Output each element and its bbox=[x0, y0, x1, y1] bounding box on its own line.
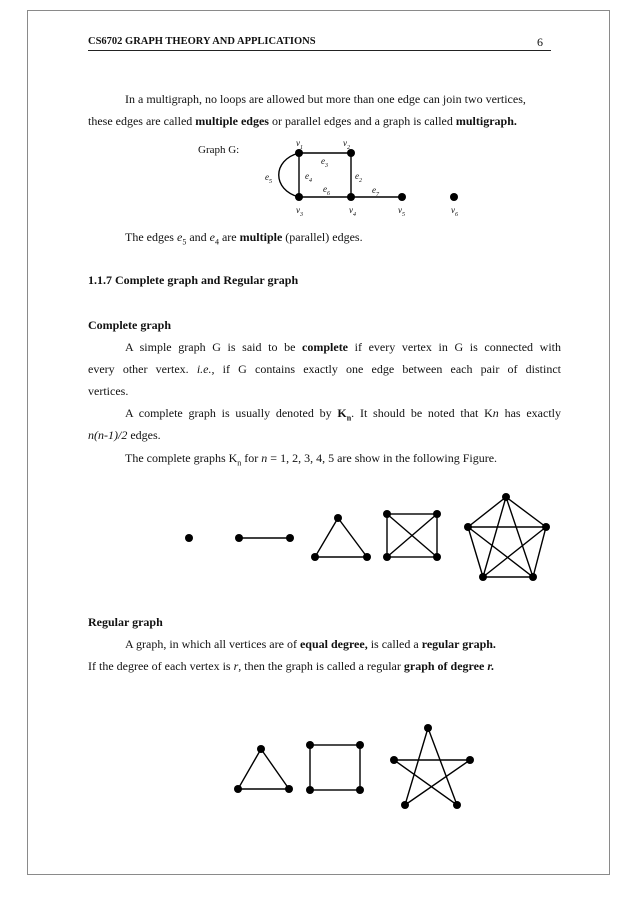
label-e2: $e_2$ bbox=[355, 171, 362, 184]
regular-square-vertex bbox=[356, 786, 364, 794]
multiple-edges-note: The edges $e_5$ and $e_4$ are multiple (parallel) edges. bbox=[125, 230, 363, 247]
regular-square-vertex bbox=[356, 741, 364, 749]
complete-graph-heading: Complete graph bbox=[88, 318, 171, 332]
complete-p2-line2: n(n-1)/2 edges. bbox=[88, 428, 161, 442]
regular-triangle-vertex bbox=[234, 785, 242, 793]
label-v4: $v_4$ bbox=[349, 205, 356, 218]
regular-star-vertex bbox=[466, 756, 474, 764]
regular-square bbox=[310, 745, 360, 790]
label-v3: $v_3$ bbox=[296, 205, 303, 218]
regular-p2: If the degree of each vertex is r, then the graph is called a regular graph of degree r. bbox=[88, 659, 495, 673]
regular-star-vertex bbox=[401, 801, 409, 809]
label-v2: $v_2$ bbox=[343, 138, 350, 151]
regular-star-vertex bbox=[424, 724, 432, 732]
regular-triangle bbox=[238, 749, 289, 789]
graph-g-label: Graph G: bbox=[198, 144, 240, 156]
label-e5: $e_5$ bbox=[265, 172, 272, 185]
regular-square-vertex bbox=[306, 741, 314, 749]
label-e3: $e_3$ bbox=[321, 156, 328, 169]
label-v5: $v_5$ bbox=[398, 205, 405, 218]
regular-triangle-vertex bbox=[257, 745, 265, 753]
section-heading: 1.1.7 Complete graph and Regular graph bbox=[88, 273, 299, 287]
label-e4: $e_4$ bbox=[305, 171, 312, 184]
label-e6: $e_6$ bbox=[323, 184, 330, 197]
page-number: 6 bbox=[537, 35, 543, 49]
header-title: CS6702 GRAPH THEORY AND APPLICATIONS bbox=[88, 36, 316, 47]
label-v1: $v_1$ bbox=[296, 138, 303, 151]
complete-p2-line1: A complete graph is usually denoted by $K_n$. It should be noted that Kn has exactly bbox=[125, 406, 561, 423]
regular-star-vertex bbox=[453, 801, 461, 809]
regular-p1: A graph, in which all vertices are of equal degree, is called a regular graph. bbox=[125, 637, 496, 651]
complete-p1-line3: vertices. bbox=[88, 384, 129, 398]
complete-p3: The complete graphs $K_n$ for n = 1, 2, 3, 4, 5 are show in the following Figure. bbox=[125, 451, 498, 468]
complete-p1-line1: A simple graph G is said to be complete if every vertex in G is connected with bbox=[125, 340, 561, 354]
regular-star-vertex bbox=[390, 756, 398, 764]
regular-triangle-vertex bbox=[285, 785, 293, 793]
regular-square-vertex bbox=[306, 786, 314, 794]
complete-p1-line2: every other vertex. i.e., if G contains exactly one edge between each pair of distinct bbox=[88, 362, 561, 376]
regular-graph-heading: Regular graph bbox=[88, 615, 163, 629]
label-v6: $v_6$ bbox=[451, 205, 458, 218]
multigraph-line-1: In a multigraph, no loops are allowed but more than one edge can join two vertices, bbox=[125, 92, 526, 106]
multigraph-line-2: these edges are called multiple edges or parallel edges and a graph is called multigraph. bbox=[88, 114, 517, 128]
regular-pentagram bbox=[394, 728, 470, 805]
label-e7: $e_7$ bbox=[372, 185, 379, 198]
